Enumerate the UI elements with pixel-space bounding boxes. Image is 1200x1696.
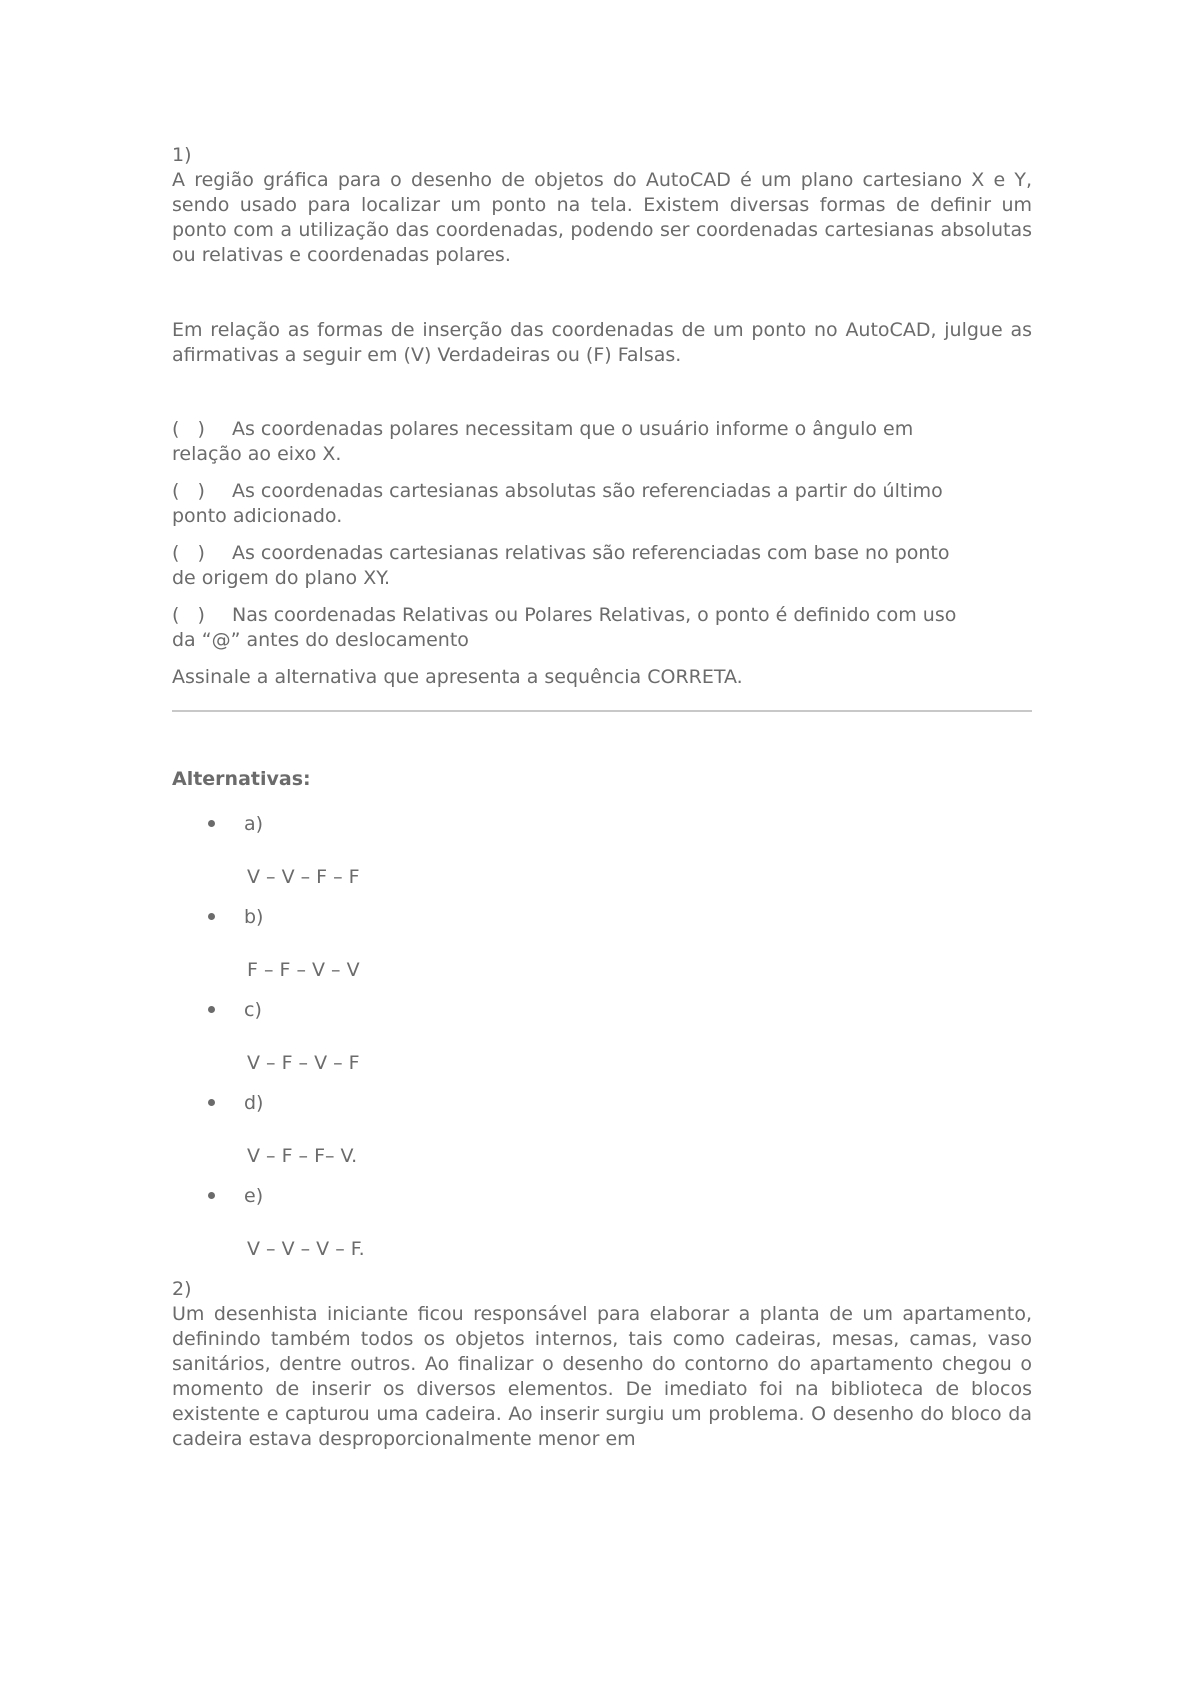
question-2-number: 2) (172, 1278, 192, 1300)
alternative-d[interactable] (172, 1091, 1032, 1172)
statement-paren: ( ) (172, 480, 205, 502)
statement-text: As coordenadas cartesianas absolutas são referenciadas a partir do último ponto adicionado. (172, 480, 943, 527)
statement-text: As coordenadas cartesianas relativas são referenciadas com base no ponto de origem do plano XY. (172, 542, 950, 589)
statement-paren: ( ) (172, 542, 205, 564)
alternative-letter: b) (244, 906, 264, 928)
statement-paren: ( ) (172, 418, 205, 440)
spacer (172, 268, 1032, 318)
alternative-value: V – V – V – F. (247, 1238, 365, 1260)
divider (172, 710, 1032, 712)
spacer (172, 368, 1032, 417)
bullet-icon (208, 913, 215, 920)
statement-4 (172, 603, 1032, 653)
alternative-a[interactable] (172, 812, 1032, 893)
statement-text: Nas coordenadas Relativas ou Polares Relativas, o ponto é definido com uso da “@” antes do deslocamento (172, 604, 957, 651)
alternative-letter: a) (244, 813, 264, 835)
bullet-icon (208, 1192, 215, 1199)
alternative-b[interactable] (172, 905, 1032, 986)
question-1-intro: A região gráfica para o desenho de objetos do AutoCAD é um plano cartesiano X e Y, sendo usado para localizar um ponto na tela. Existem diversas formas de definir um ponto com a utilização das coordenadas, podendo ser coordenadas cartesianas absolutas ou relativas e coordenadas polares. (172, 169, 1032, 266)
alternative-value: V – V – F – F (247, 866, 360, 888)
question-2-text: Um desenhista iniciante ficou responsável para elaborar a planta de um apartamento, definindo também todos os objetos internos, tais como cadeiras, mesas, camas, vaso sanitários, dentre outros. Ao finalizar o desenho do contorno do apartamento chegou o momento de inserir os diversos elementos. De imediato foi na biblioteca de blocos existente e capturou uma cadeira. Ao inserir surgiu um problema. O desenho do bloco da cadeira estava desproporcionalmente menor em (172, 1303, 1032, 1450)
alternative-value: F – F – V – V (247, 959, 360, 981)
statement-3 (172, 541, 1032, 591)
statement-2 (172, 479, 1032, 529)
question-1-instruction: Em relação as formas de inserção das coordenadas de um ponto no AutoCAD, julgue as afirmativas a seguir em (V) Verdadeiras ou (F) Falsas. (172, 319, 1032, 366)
document-page (172, 143, 1032, 1452)
question-1-number: 1) (172, 144, 192, 166)
alternative-letter: c) (244, 999, 262, 1021)
alternative-value: V – F – V – F (247, 1052, 360, 1074)
alternative-e[interactable] (172, 1184, 1032, 1265)
alternative-letter: d) (244, 1092, 264, 1114)
alternatives-list (172, 812, 1032, 1265)
bullet-icon (208, 1099, 215, 1106)
statement-text: As coordenadas polares necessitam que o usuário informe o ângulo em relação ao eixo X. (172, 418, 914, 465)
alternatives-heading: Alternativas: (172, 768, 311, 790)
statement-paren: ( ) (172, 604, 205, 626)
bullet-icon (208, 820, 215, 827)
question-1-prompt: Assinale a alternativa que apresenta a sequência CORRETA. (172, 666, 743, 688)
statement-1 (172, 417, 1032, 467)
alternative-letter: e) (244, 1185, 264, 1207)
alternative-c[interactable] (172, 998, 1032, 1079)
bullet-icon (208, 1006, 215, 1013)
alternative-value: V – F – F– V. (247, 1145, 358, 1167)
